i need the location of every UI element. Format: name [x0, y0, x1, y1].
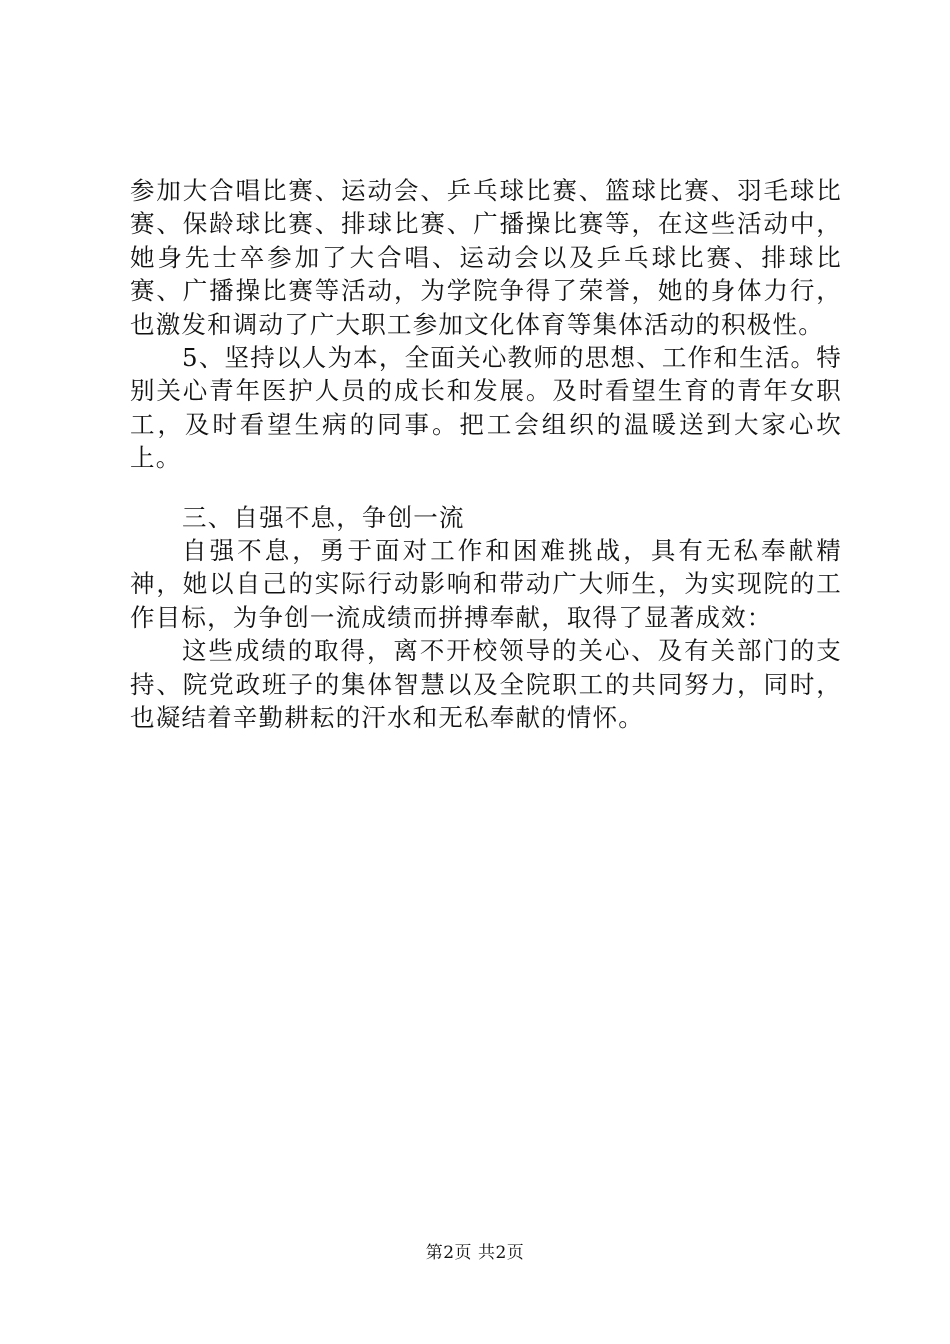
- paragraph-achievements: 这些成绩的取得，离不开校领导的关心、及有关部门的支持、院党政班子的集体智慧以及全院职工的共同努力，同时，也凝结着辛勤耕耘的汗水和无私奉献的情怀。: [130, 636, 842, 733]
- paragraph-activities: 参加大合唱比赛、运动会、乒乓球比赛、篮球比赛、羽毛球比赛、保龄球比赛、排球比赛、广播操比赛等，在这些活动中，她身先士卒参加了大合唱、运动会以及乒乓球比赛、排球比赛、广播操比赛等活动，为学院争得了荣誉，她的身体力行，也激发和调动了广大职工参加文化体育等集体活动的积极性。: [130, 176, 842, 339]
- document-body: [130, 174, 842, 735]
- page-footer: 第2页 共2页: [425, 1243, 525, 1263]
- paragraph-item-5: 5、坚持以人为本，全面关心教师的思想、工作和生活。特别关心青年医护人员的成长和发展。及时看望生育的青年女职工，及时看望生病的同事。把工会组织的温暖送到大家心坎上。: [130, 343, 842, 473]
- section-heading: 三、自强不息，争创一流: [182, 502, 465, 532]
- paragraph-self-improvement: 自强不息，勇于面对工作和困难挑战，具有无私奉献精神，她以自己的实际行动影响和带动广大师生，为实现院的工作目标，为争创一流成绩而拼搏奉献，取得了显著成效：: [130, 536, 842, 632]
